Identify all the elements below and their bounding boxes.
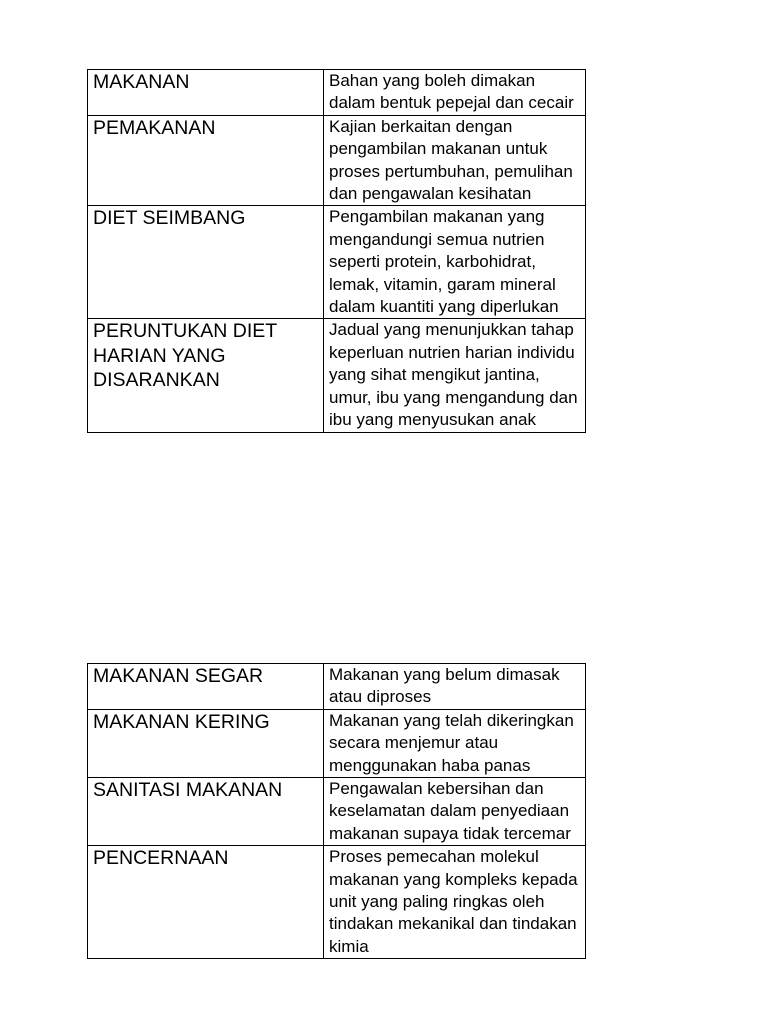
definition-cell: Proses pemecahan molekul makanan yang kompleks kepada unit yang paling ringkas oleh tindakan mekanikal dan tindakan kimia	[324, 846, 586, 959]
table-row	[88, 206, 586, 319]
definition-cell: Makanan yang belum dimasak atau diproses	[324, 664, 586, 710]
table-row	[88, 319, 586, 432]
definition-cell: Kajian berkaitan dengan pengambilan makanan untuk proses pertumbuhan, pemulihan dan pengawalan kesihatan	[324, 115, 586, 206]
definition-cell: Pengawalan kebersihan dan keselamatan dalam penyediaan makanan supaya tidak tercemar	[324, 778, 586, 846]
table-row	[88, 70, 586, 116]
definition-cell: Jadual yang menunjukkan tahap keperluan nutrien harian individu yang sihat mengikut jantina, umur, ibu yang mengandung dan ibu yang menyusukan anak	[324, 319, 586, 432]
definition-cell: Bahan yang boleh dimakan dalam bentuk pepejal dan cecair	[324, 70, 586, 116]
table-row	[88, 115, 586, 206]
term-cell: MAKANAN KERING	[88, 709, 324, 777]
term-cell: DIET SEIMBANG	[88, 206, 324, 319]
table-row	[88, 709, 586, 777]
definition-cell: Pengambilan makanan yang mengandungi semua nutrien seperti protein, karbohidrat, lemak, vitamin, garam mineral dalam kuantiti yang diperlukan	[324, 206, 586, 319]
glossary-table-2	[87, 663, 586, 959]
table-row	[88, 846, 586, 959]
definition-cell: Makanan yang telah dikeringkan secara menjemur atau menggunakan haba panas	[324, 709, 586, 777]
term-cell: MAKANAN	[88, 70, 324, 116]
term-cell: SANITASI MAKANAN	[88, 778, 324, 846]
term-cell: PENCERNAAN	[88, 846, 324, 959]
table-row	[88, 664, 586, 710]
term-cell: MAKANAN SEGAR	[88, 664, 324, 710]
term-cell: PERUNTUKAN DIET HARIAN YANG DISARANKAN	[88, 319, 324, 432]
term-cell: PEMAKANAN	[88, 115, 324, 206]
glossary-table-1	[87, 69, 586, 433]
table-row	[88, 778, 586, 846]
